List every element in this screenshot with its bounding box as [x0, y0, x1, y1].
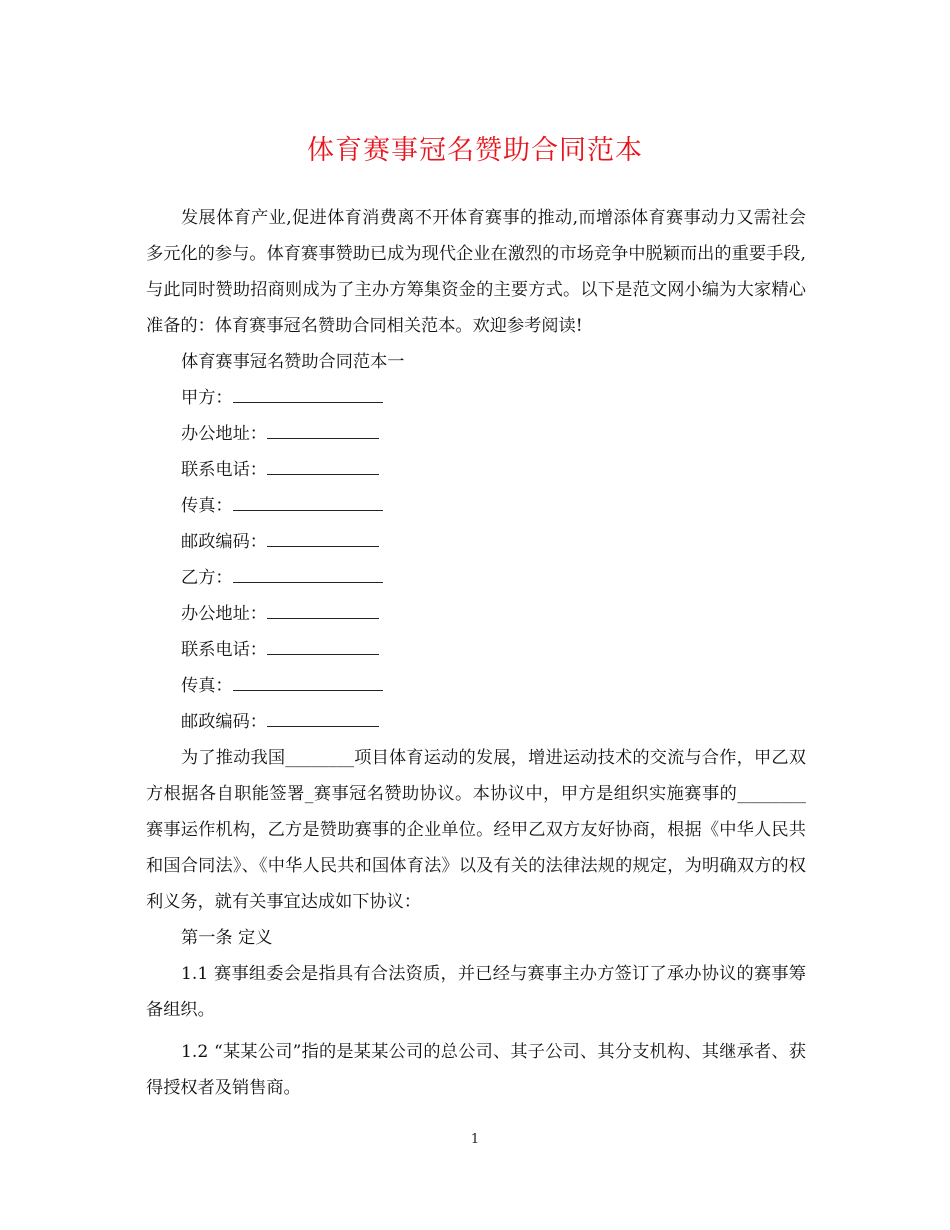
party-b-postcode-label: 邮政编码： — [181, 712, 267, 732]
party-b-postcode-field — [146, 704, 806, 740]
party-a-phone-field — [146, 452, 806, 488]
party-a-fax-blank — [233, 492, 383, 511]
party-b-phone-field — [146, 632, 806, 668]
party-a-phone-label: 联系电话： — [181, 460, 267, 480]
party-a-postcode-label: 邮政编码： — [181, 532, 267, 552]
page-number: 1 — [470, 1132, 480, 1147]
party-b-phone-label: 联系电话： — [181, 640, 267, 660]
party-b-fax-field — [146, 668, 806, 704]
party-a-postcode-field — [146, 524, 806, 560]
party-a-name-field — [146, 380, 806, 416]
party-b-fax-blank — [233, 672, 383, 691]
party-b-address-field — [146, 596, 806, 632]
party-a-address-field — [146, 416, 806, 452]
party-b-postcode-blank — [267, 708, 379, 727]
party-a-address-label: 办公地址： — [181, 424, 267, 444]
clause-1-2: 1.2 “某某公司”指的是某某公司的总公司、其子公司、其分支机构、其继承者、获得授权者及销售商。 — [146, 1042, 806, 1098]
party-a-name-blank — [233, 384, 383, 403]
party-b-address-label: 办公地址： — [181, 604, 267, 624]
party-b-name-blank — [233, 564, 383, 583]
document-title: 体育赛事冠名赞助合同范本 — [307, 135, 643, 166]
party-a-postcode-blank — [267, 528, 379, 547]
party-a-phone-blank — [267, 456, 379, 475]
article-one-heading: 第一条 定义 — [181, 928, 273, 948]
party-b-address-blank — [267, 600, 379, 619]
party-b-phone-blank — [267, 636, 379, 655]
party-b-fax-label: 传真： — [181, 676, 233, 696]
party-b-name-label: 乙方： — [181, 568, 233, 588]
party-a-fax-field — [146, 488, 806, 524]
clause-1-1: 1.1 赛事组委会是指具有合法资质，并已经与赛事主办方签订了承办协议的赛事筹备组织。 — [146, 964, 806, 1020]
agreement-paragraph: 为了推动我国________项目体育运动的发展，增进运动技术的交流与合作，甲乙双方根据各自职能签署_赛事冠名赞助协议。本协议中，甲方是组织实施赛事的________赛事运作机构，乙方是赞助赛事的企业单位。经甲乙双方友好协商，根据《中华人民共和国合同法》、《中华人民共和国体育法》以及有关的法律法规的规定，为明确双方的权利义务，就有关事宜达成如下协议： — [146, 748, 806, 912]
section-heading: 体育赛事冠名赞助合同范本一 — [181, 352, 405, 372]
party-b-name-field — [146, 560, 806, 596]
party-a-name-label: 甲方： — [181, 388, 233, 408]
party-a-fax-label: 传真： — [181, 496, 233, 516]
intro-paragraph: 发展体育产业,促进体育消费离不开体育赛事的推动,而增添体育赛事动力又需社会多元化的参与。体育赛事赞助已成为现代企业在激烈的市场竞争中脱颖而出的重要手段,与此同时赞助招商则成为了主办方筹集资金的主要方式。以下是范文网小编为大家精心准备的：体育赛事冠名赞助合同相关范本。欢迎参考阅读! — [146, 208, 806, 336]
party-a-address-blank — [267, 420, 379, 439]
document-body — [146, 200, 806, 1106]
